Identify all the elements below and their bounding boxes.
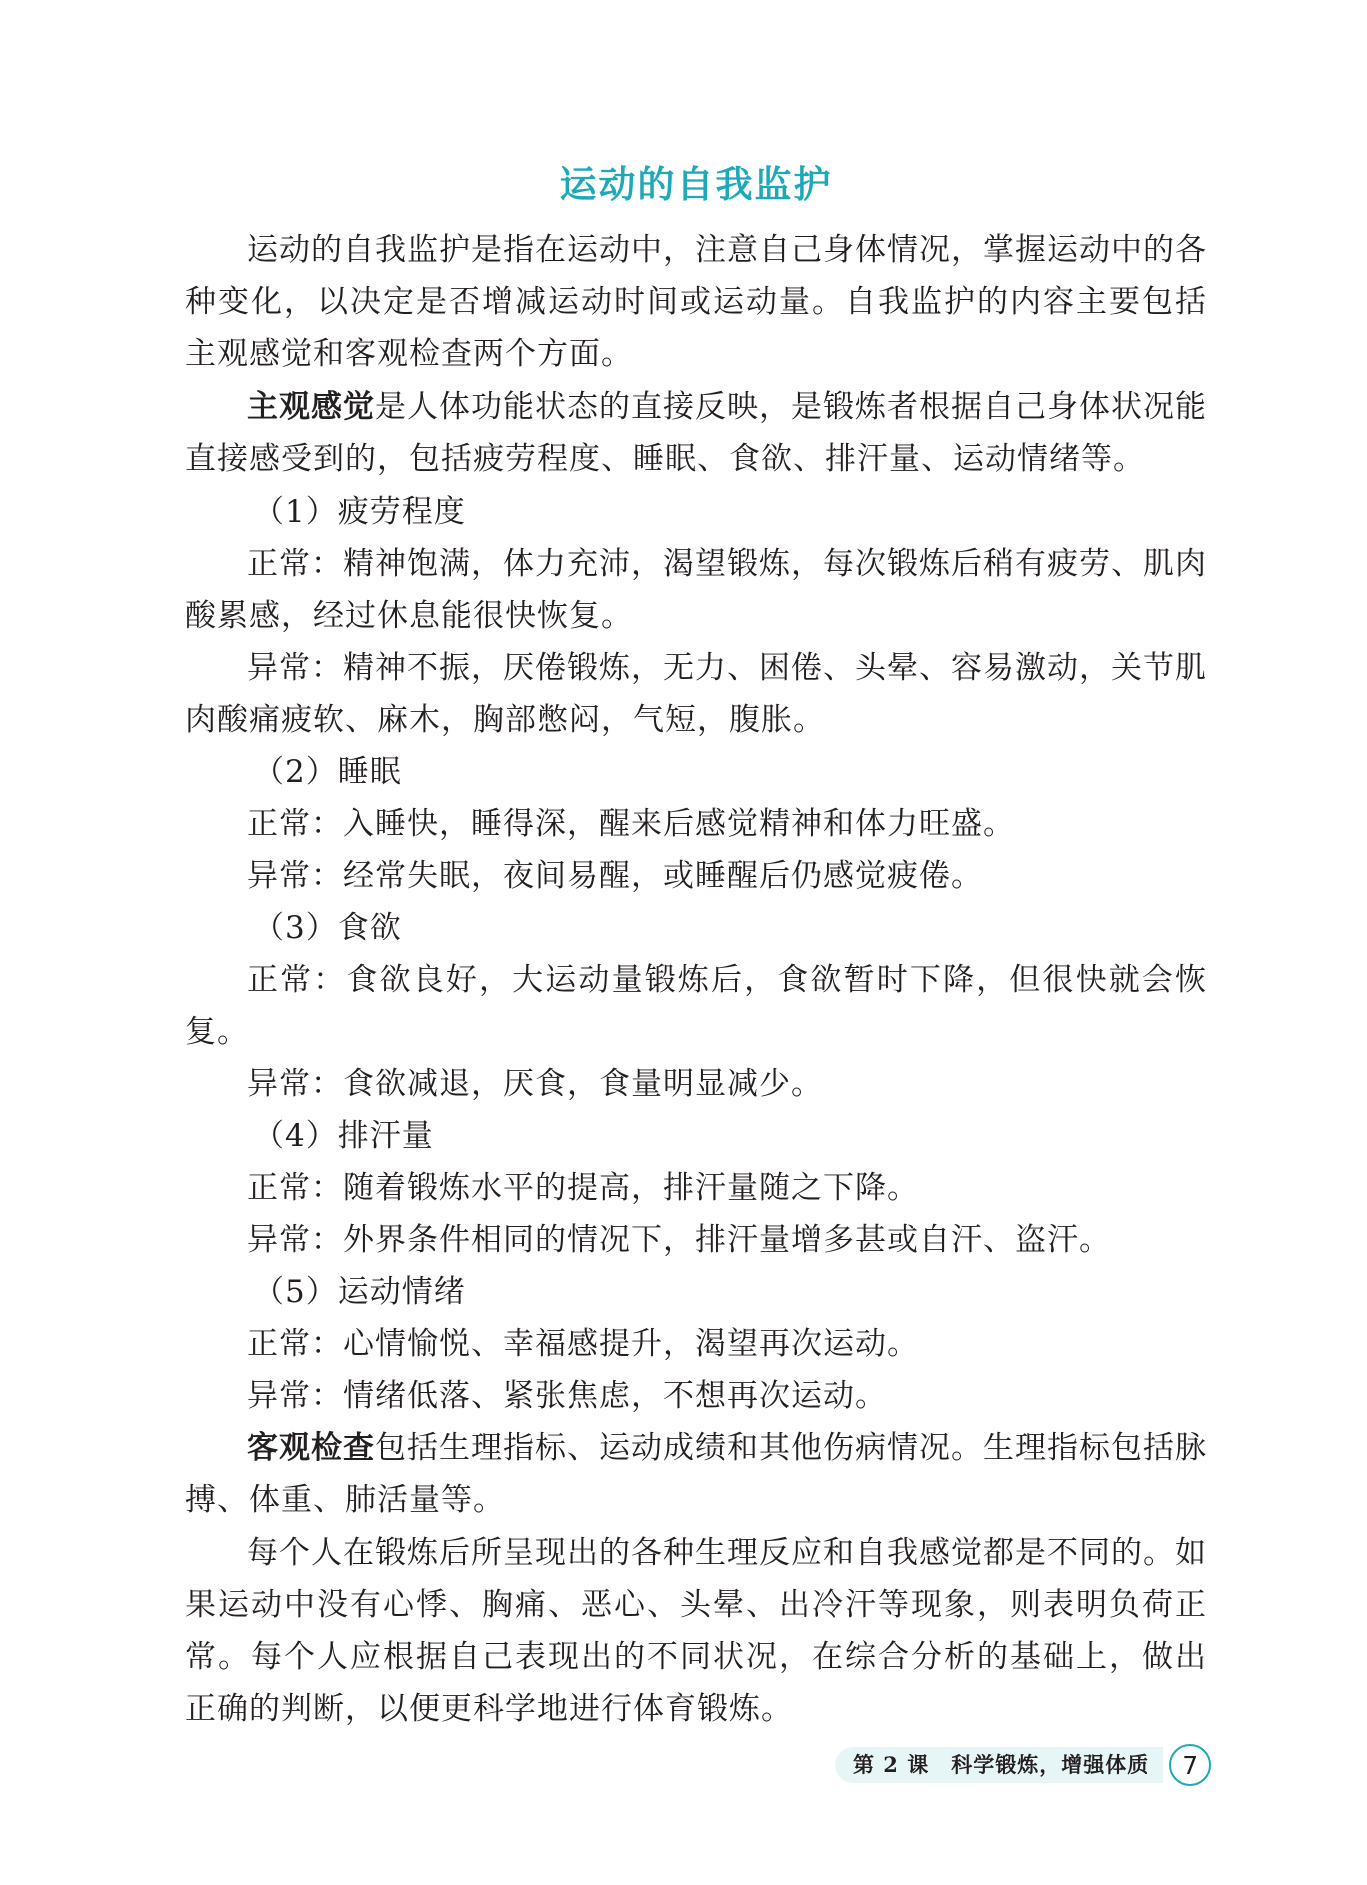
item-abnormal: 异常：外界条件相同的情况下，排汗量增多甚或自汗、盗汗。 (247, 1222, 1111, 1258)
item-abnormal: 异常：情绪低落、紧张焦虑，不想再次运动。 (247, 1378, 887, 1414)
item-normal: 正常：入睡快，睡得深，醒来后感觉精神和体力旺盛。 (247, 806, 1015, 842)
lesson-label: 第 2 课 科学锻炼，增强体质 (835, 1747, 1163, 1783)
item-abnormal: 异常：经常失眠，夜间易醒，或睡醒后仍感觉疲倦。 (247, 858, 983, 894)
conclusion-paragraph: 每个人在锻炼后所呈现出的各种生理反应和自我感觉都是不同的。如果运动中没有心悸、胸痛、恶心、头晕、出冷汗等现象，则表明负荷正常。每个人应根据自己表现出的不同状况，在综合分析的基础上，做出正确的判断，以便更科学地进行体育锻炼。 (185, 1535, 1207, 1727)
intro-paragraph: 运动的自我监护是指在运动中，注意自己身体情况，掌握运动中的各种变化，以决定是否增减运动时间或运动量。自我监护的内容主要包括主观感觉和客观检查两个方面。 (185, 232, 1207, 372)
page-content (185, 158, 1207, 1736)
item-normal: 正常：精神饱满，体力充沛，渴望锻炼，每次锻炼后稍有疲劳、肌肉酸累感，经过休息能很快恢复。 (185, 546, 1207, 634)
item-normal: 正常：食欲良好，大运动量锻炼后，食欲暂时下降，但很快就会恢复。 (185, 962, 1207, 1050)
item-sweat (185, 1110, 1207, 1266)
item-heading: （1）疲劳程度 (253, 494, 466, 530)
objective-text: 包括生理指标、运动成绩和其他伤病情况。生理指标包括脉搏、体重、肺活量等。 (185, 1430, 1207, 1518)
item-abnormal: 异常：精神不振，厌倦锻炼，无力、困倦、头晕、容易激动，关节肌肉酸痛疲软、麻木，胸部憋闷，气短，腹胀。 (185, 650, 1207, 738)
section-title: 运动的自我监护 (559, 163, 833, 206)
item-normal: 正常：随着锻炼水平的提高，排汗量随之下降。 (247, 1170, 919, 1206)
item-heading: （5）运动情绪 (253, 1274, 466, 1310)
item-appetite (185, 902, 1207, 1110)
item-normal: 正常：心情愉悦、幸福感提升，渴望再次运动。 (247, 1326, 919, 1362)
objective-paragraph (185, 1422, 1207, 1526)
item-heading: （4）排汗量 (253, 1118, 434, 1154)
objective-term: 客观检查 (247, 1430, 375, 1466)
page-footer (835, 1744, 1211, 1786)
item-abnormal: 异常：食欲减退，厌食，食量明显减少。 (247, 1066, 823, 1102)
subjective-term: 主观感觉 (247, 389, 375, 425)
item-heading: （2）睡眠 (253, 754, 402, 790)
subjective-paragraph (185, 381, 1207, 485)
item-mood (185, 1266, 1207, 1422)
subjective-text: 是人体功能状态的直接反映，是锻炼者根据自己身体状况能直接感受到的，包括疲劳程度、睡眠、食欲、排汗量、运动情绪等。 (185, 389, 1207, 477)
item-fatigue (185, 486, 1207, 746)
item-sleep (185, 746, 1207, 902)
page-number: 7 (1169, 1744, 1211, 1786)
item-heading: （3）食欲 (253, 910, 402, 946)
